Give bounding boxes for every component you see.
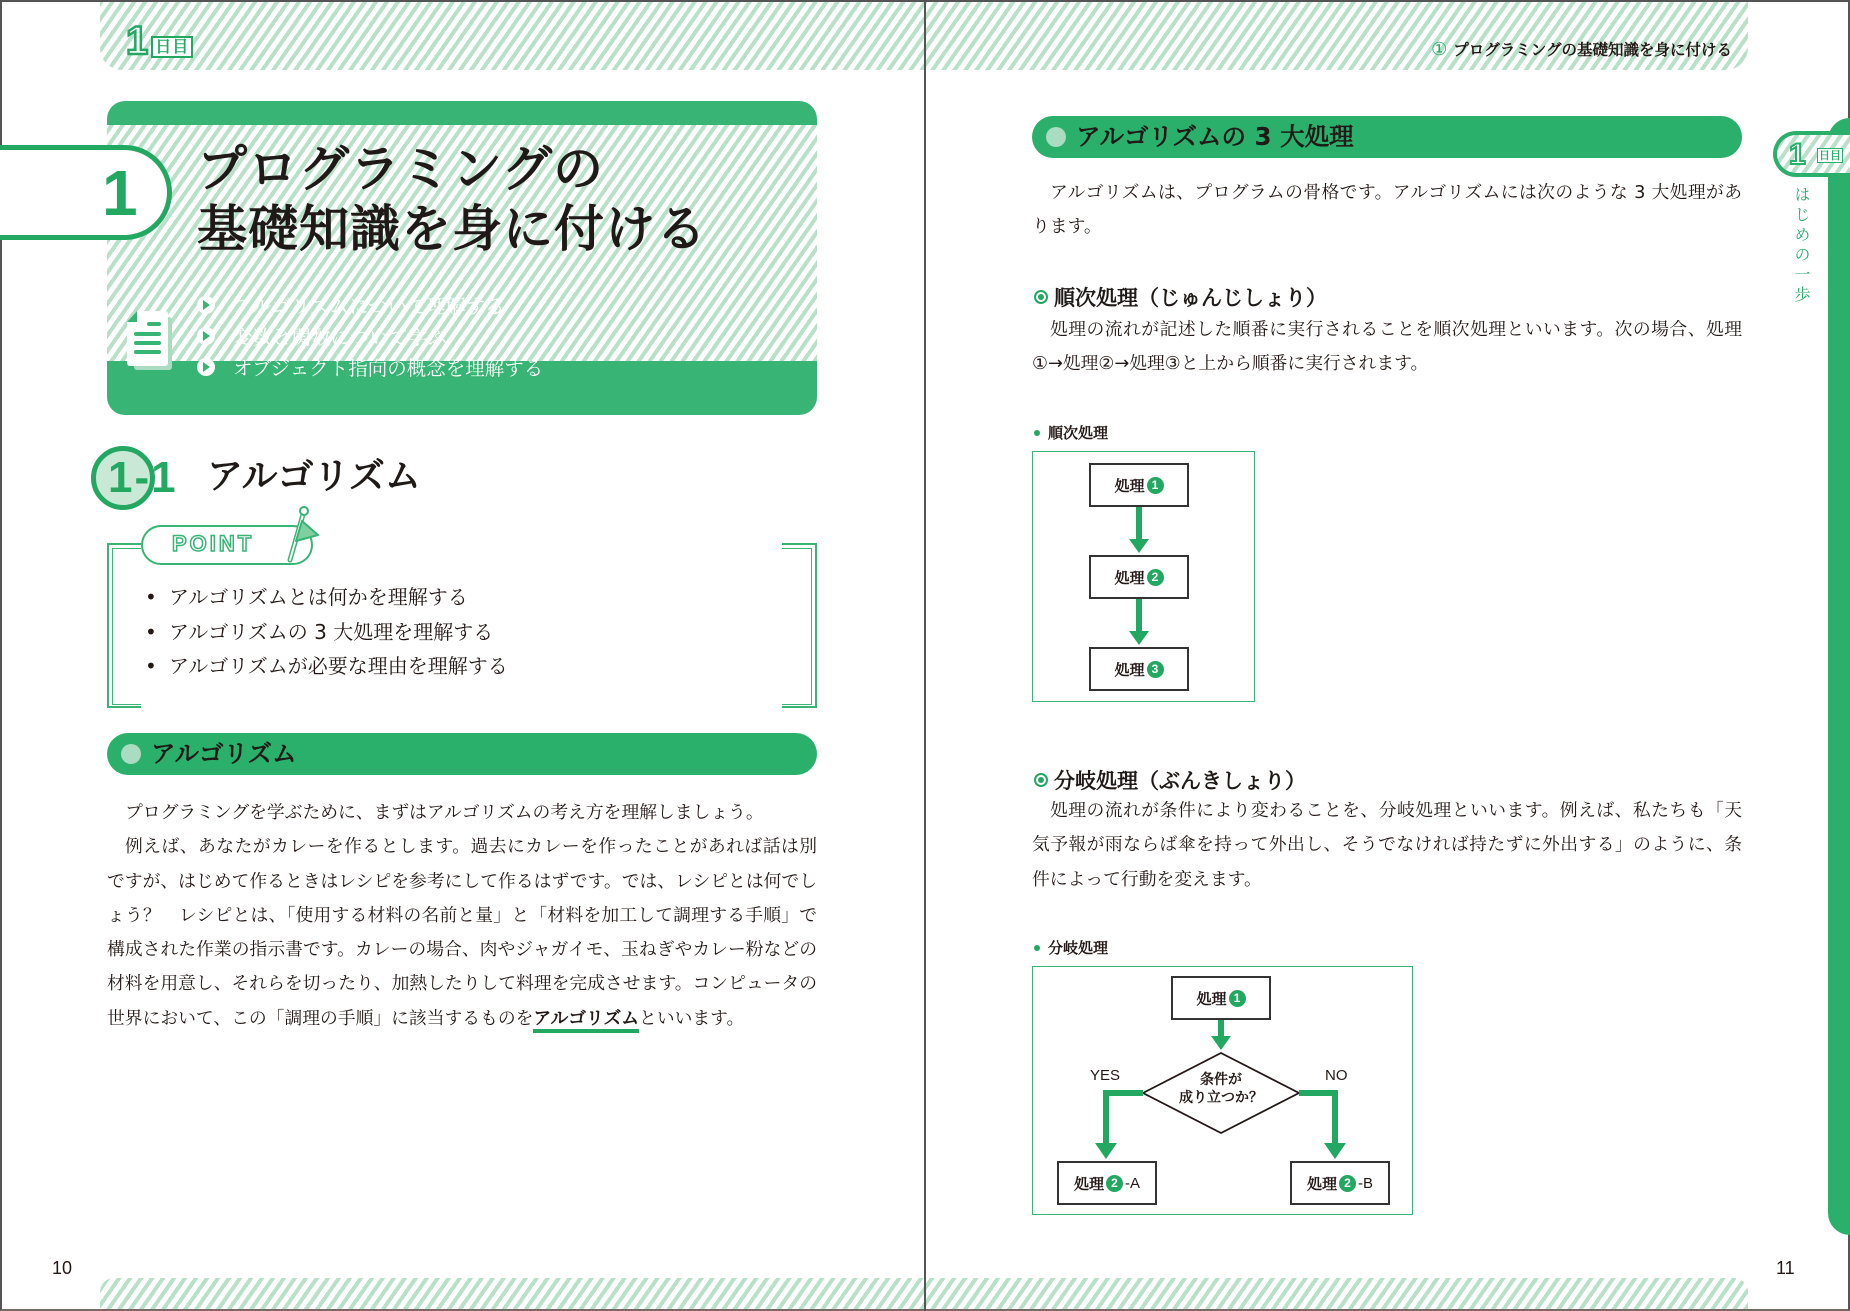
- dot-icon: [1034, 430, 1040, 436]
- subhead-branch: [1034, 765, 1306, 795]
- arrow-down-icon: [1129, 599, 1149, 647]
- day-label: 日目: [151, 36, 193, 58]
- section-title: アルゴリズム: [207, 456, 421, 497]
- paragraph-1: プログラミングを学ぶために、まずはアルゴリズムの考え方を理解しましょう。: [125, 802, 764, 823]
- subhead-text: 順次処理（じゅんじしょり）: [1054, 286, 1327, 310]
- point-label: POINT: [172, 531, 255, 556]
- chevron-right-icon: [197, 327, 215, 345]
- bottom-band-left: [100, 1278, 924, 1309]
- box-label: 処理: [1073, 1174, 1104, 1193]
- point-frame-right: [782, 543, 817, 708]
- subhead-text: 分岐処理（ぶんきしょり）: [1054, 769, 1306, 793]
- chevron-right-icon: [197, 296, 215, 314]
- chapter-objectives: [197, 289, 543, 382]
- side-tab-label: 日目: [1819, 149, 1841, 162]
- no-label: NO: [1325, 1067, 1348, 1084]
- paragraph-2-text: 例えば、あなたがカレーを作るとします。過去にカレーを作ったことがあれば話は別ですが、はじめて作るときはレシピを参考にして作るはずです。では、レシピとは何でしょう？ レシピとは、「使用する材料の名前と量」と「材料を加工して調理する手順」で構成された作業の指示書です。カレーの場合、肉やジャガイモ、玉ねぎやカレー粉などの材料を用意し、それらを切ったり、加熱したりして料理を完成させます。コンピュータの世界において、この「調理の手順」に該当するものを: [107, 836, 817, 1029]
- box-label: 処理: [1114, 568, 1145, 587]
- point-item-text: アルゴリズムとは何かを理解する: [169, 585, 468, 609]
- process-box-3: [1089, 647, 1189, 691]
- box-suffix: -B: [1358, 1174, 1373, 1192]
- condition-line-2: 成り立つか？: [1179, 1090, 1263, 1106]
- objective-item: [197, 351, 543, 382]
- point-item: • アルゴリズムが必要な理由を理解する: [145, 649, 508, 684]
- side-tab-number: 1: [1789, 138, 1806, 171]
- point-item: • アルゴリズムとは何かを理解する: [145, 580, 508, 615]
- document-icon: [125, 308, 175, 373]
- bottom-band-right: [926, 1278, 1748, 1309]
- running-head-number: ①: [1431, 38, 1448, 60]
- dot-icon: [1034, 945, 1040, 951]
- point-item-text: アルゴリズムの 3 大処理を理解する: [169, 619, 494, 644]
- objective-text: オブジェクト指向の概念を理解する: [233, 356, 544, 380]
- objective-item: [197, 289, 543, 320]
- heading-bar-algorithm: [107, 733, 817, 775]
- figure-caption-branch: [1034, 937, 1108, 958]
- objective-text: アルゴリズムについて理解する: [233, 294, 505, 318]
- body-text-left: [107, 796, 817, 1036]
- paragraph-2: [107, 830, 817, 1036]
- box-label: 処理: [1306, 1174, 1337, 1193]
- top-band-left: [100, 2, 924, 70]
- process-box-2: [1089, 555, 1189, 599]
- side-tab-bar: [1828, 118, 1850, 1235]
- number-circle-icon: 2: [1106, 1175, 1123, 1192]
- chevron-right-icon: [197, 358, 215, 376]
- heading-bar-three-processes: [1032, 116, 1742, 158]
- running-head: [1431, 38, 1732, 60]
- caption-text: 順次処理: [1048, 424, 1109, 442]
- ring-bullet-icon: [1034, 290, 1048, 304]
- yes-label: YES: [1090, 1067, 1121, 1084]
- flag-icon: [284, 505, 320, 565]
- point-frame-left: [107, 543, 141, 708]
- chapter-number-pill: [0, 145, 172, 240]
- point-item: • アルゴリズムの 3 大処理を理解する: [145, 615, 508, 650]
- box-label: 処理: [1114, 660, 1145, 679]
- condition-line-1: 条件が: [1200, 1072, 1242, 1088]
- box-label: 処理: [1196, 989, 1227, 1008]
- sequential-diagram: [1032, 451, 1255, 702]
- process-box-1: [1089, 463, 1189, 507]
- box-label: 処理: [1114, 476, 1145, 495]
- paragraph-2-tail: といいます。: [639, 1007, 745, 1029]
- intro-text: アルゴリズムは、プログラムの骨格です。アルゴリズムには次のような 3 大処理があります。: [1032, 182, 1742, 238]
- number-circle-icon: 2: [1147, 569, 1164, 586]
- box-suffix: -A: [1125, 1174, 1140, 1192]
- side-tab-text: はじめの一歩: [1792, 186, 1811, 306]
- running-head-text: プログラミングの基礎知識を身に付ける: [1453, 41, 1732, 59]
- number-circle-icon: 1: [1229, 990, 1246, 1007]
- decision-diamond: [1161, 1071, 1281, 1107]
- point-item-text: アルゴリズムが必要な理由を理解する: [169, 654, 508, 678]
- caption-text: 分岐処理: [1048, 939, 1109, 957]
- branch-text: 処理の流れが条件により変わることを、分岐処理といいます。例えば、私たちも「天気予報が雨ならば傘を持って外出し、そうでなければ持たずに外出する」のように、条件によって行動を変えます。: [1032, 800, 1742, 890]
- page-number-left: 10: [52, 1258, 73, 1278]
- side-tab-badge: [1773, 131, 1850, 177]
- heading-label: アルゴリズム: [151, 739, 297, 768]
- page-number-right: 11: [1776, 1258, 1795, 1278]
- chapter-number: 1: [102, 157, 138, 229]
- figure-caption-sequential: [1034, 422, 1108, 443]
- heading-bullet-icon: [1046, 127, 1066, 147]
- number-circle-icon: 1: [1147, 477, 1164, 494]
- emphasis-term: アルゴリズム: [533, 1008, 639, 1033]
- objective-text: 変数と関数について学ぶ: [233, 325, 448, 349]
- ring-bullet-icon: [1034, 773, 1048, 787]
- chapter-title-line-1: プログラミングの: [197, 140, 604, 198]
- chapter-box: [107, 101, 817, 415]
- book-spine: [924, 0, 926, 1311]
- objective-item: [197, 320, 543, 351]
- branch-diagram: [1032, 966, 1413, 1215]
- process-box-yes: [1057, 1161, 1157, 1205]
- sequential-text: 処理の流れが記述した順番に実行されることを順次処理といいます。次の場合、処理①→処理②→処理③と上から順番に実行されます。: [1032, 319, 1742, 375]
- chapter-title: [197, 139, 707, 259]
- chapter-title-line-2: 基礎知識を身に付ける: [197, 200, 707, 258]
- heading-bullet-icon: [121, 744, 141, 764]
- day-number: 1: [126, 19, 149, 63]
- section-number: 1-1: [108, 453, 178, 502]
- day-badge: [126, 19, 193, 63]
- point-list: [145, 580, 508, 684]
- number-circle-icon: 3: [1147, 661, 1164, 678]
- arrow-down-icon: [1129, 507, 1149, 555]
- process-box-no: [1290, 1161, 1390, 1205]
- heading-label: アルゴリズムの 3 大処理: [1076, 122, 1354, 151]
- subhead-sequential: [1034, 282, 1327, 312]
- number-circle-icon: 2: [1339, 1175, 1356, 1192]
